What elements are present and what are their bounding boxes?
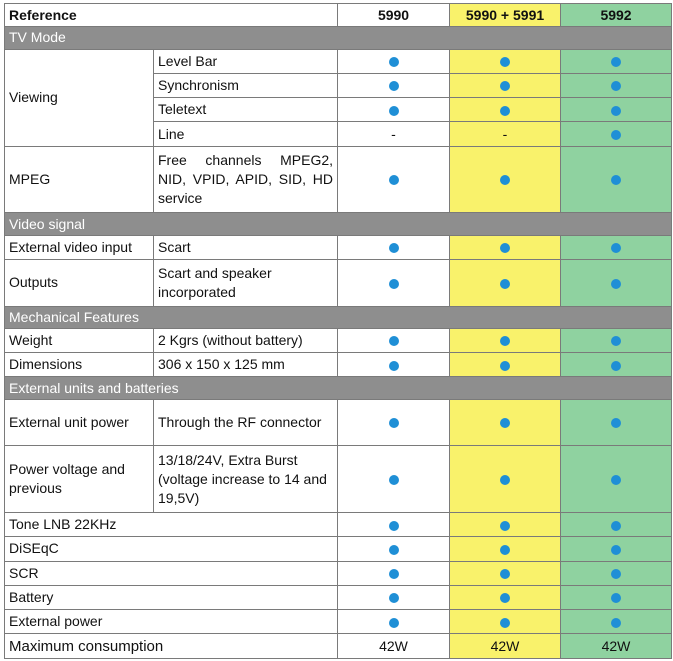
model-5990-5991-header: 5990 + 5991 — [450, 4, 561, 27]
check-dot-icon — [389, 336, 399, 346]
check-dot-icon — [500, 593, 510, 603]
check-dot-icon — [389, 57, 399, 67]
feature-scart: Scart — [154, 235, 338, 259]
check-dot-icon — [389, 618, 399, 628]
consumption-5990: 42W — [338, 634, 450, 659]
check-dot-icon — [500, 57, 510, 67]
row-label-mpeg: MPEG — [5, 146, 154, 213]
check-dot-icon — [389, 106, 399, 116]
check-dot-icon — [500, 81, 510, 91]
feature-teletext: Teletext — [154, 98, 338, 122]
check-dot-icon — [389, 418, 399, 428]
check-dot-icon — [500, 243, 510, 253]
check-dot-icon — [611, 593, 621, 603]
section-tv-mode — [5, 27, 672, 49]
feature-level-bar: Level Bar — [154, 49, 338, 73]
row-label-external-power: External power — [5, 610, 338, 634]
check-dot-icon — [389, 361, 399, 371]
row-label-outputs: Outputs — [5, 260, 154, 307]
dash-value: - — [450, 122, 561, 146]
check-dot-icon — [611, 106, 621, 116]
row-label-power-voltage: Power voltage and previous — [5, 446, 154, 513]
feature-dimensions-desc: 306 x 150 x 125 mm — [154, 353, 338, 377]
check-dot-icon — [389, 243, 399, 253]
check-dot-icon — [389, 569, 399, 579]
check-dot-icon — [500, 618, 510, 628]
section-title: Video signal — [5, 213, 672, 235]
section-title: External units and batteries — [5, 377, 672, 399]
row-label-battery: Battery — [5, 585, 338, 609]
check-dot-icon — [389, 81, 399, 91]
check-dot-icon — [611, 361, 621, 371]
spec-table — [4, 3, 672, 659]
check-dot-icon — [389, 521, 399, 531]
table-row — [5, 49, 672, 73]
consumption-5992: 42W — [561, 634, 672, 659]
section-title: Mechanical Features — [5, 306, 672, 328]
feature-external-unit-power-desc: Through the RF connector — [154, 399, 338, 446]
table-row — [5, 446, 672, 513]
feature-synchronism: Synchronism — [154, 73, 338, 97]
check-dot-icon — [611, 475, 621, 485]
check-dot-icon — [389, 475, 399, 485]
row-label-max-consumption: Maximum consumption — [5, 634, 338, 659]
table-row — [5, 235, 672, 259]
check-dot-icon — [389, 279, 399, 289]
check-dot-icon — [611, 130, 621, 140]
check-dot-icon — [500, 361, 510, 371]
consumption-5990-5991: 42W — [450, 634, 561, 659]
table-row — [5, 260, 672, 307]
row-label-external-unit-power: External unit power — [5, 399, 154, 446]
check-dot-icon — [611, 81, 621, 91]
section-video-signal — [5, 213, 672, 235]
table-row — [5, 634, 672, 659]
table-row — [5, 353, 672, 377]
check-dot-icon — [500, 175, 510, 185]
check-dot-icon — [500, 279, 510, 289]
table-row — [5, 561, 672, 585]
row-label-external-video-input: External video input — [5, 235, 154, 259]
check-dot-icon — [389, 545, 399, 555]
table-row — [5, 513, 672, 537]
check-dot-icon — [611, 569, 621, 579]
check-dot-icon — [500, 106, 510, 116]
check-dot-icon — [611, 336, 621, 346]
check-dot-icon — [611, 175, 621, 185]
model-5992-header: 5992 — [561, 4, 672, 27]
feature-mpeg-desc: Free channels MPEG2, NID, VPID, APID, SID, HD service — [154, 146, 338, 213]
check-dot-icon — [389, 593, 399, 603]
feature-line: Line — [154, 122, 338, 146]
table-row — [5, 399, 672, 446]
table-row — [5, 610, 672, 634]
row-label-weight: Weight — [5, 328, 154, 352]
row-label-diseqc: DiSEqC — [5, 537, 338, 561]
header-row — [5, 4, 672, 27]
feature-outputs-desc: Scart and speaker incorporated — [154, 260, 338, 307]
table-row — [5, 328, 672, 352]
check-dot-icon — [611, 279, 621, 289]
check-dot-icon — [611, 57, 621, 67]
check-dot-icon — [611, 418, 621, 428]
feature-weight-desc: 2 Kgrs (without battery) — [154, 328, 338, 352]
check-dot-icon — [500, 545, 510, 555]
section-title: TV Mode — [5, 27, 672, 49]
check-dot-icon — [500, 521, 510, 531]
table-row — [5, 537, 672, 561]
check-dot-icon — [611, 243, 621, 253]
dash-value: - — [338, 122, 450, 146]
check-dot-icon — [500, 418, 510, 428]
check-dot-icon — [611, 521, 621, 531]
table-row — [5, 146, 672, 213]
check-dot-icon — [500, 336, 510, 346]
row-label-viewing: Viewing — [5, 49, 154, 146]
model-5990-header: 5990 — [338, 4, 450, 27]
reference-header: Reference — [5, 4, 338, 27]
section-external-units — [5, 377, 672, 399]
section-mechanical — [5, 306, 672, 328]
feature-power-voltage-desc: 13/18/24V, Extra Burst (voltage increase to 14 and 19,5V) — [154, 446, 338, 513]
row-label-dimensions: Dimensions — [5, 353, 154, 377]
check-dot-icon — [611, 618, 621, 628]
check-dot-icon — [611, 545, 621, 555]
check-dot-icon — [500, 475, 510, 485]
table-row — [5, 585, 672, 609]
row-label-tone-lnb: Tone LNB 22KHz — [5, 513, 338, 537]
row-label-scr: SCR — [5, 561, 338, 585]
check-dot-icon — [500, 569, 510, 579]
check-dot-icon — [389, 175, 399, 185]
